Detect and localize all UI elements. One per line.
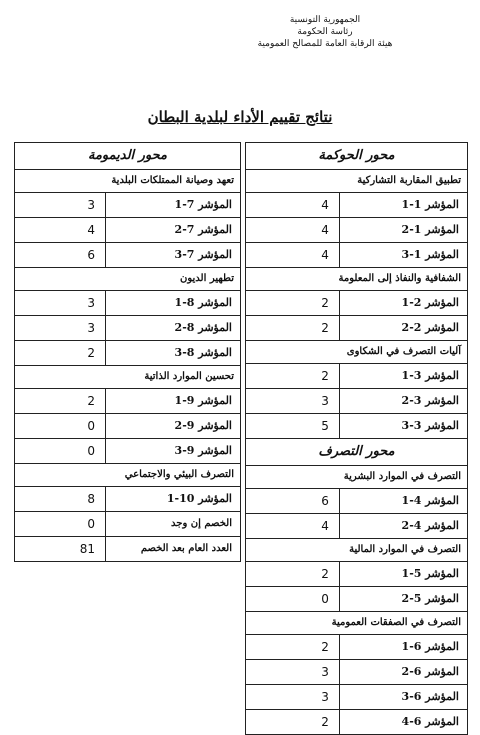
indicator-label: المؤشر 9-2 [105,414,240,438]
table-row [246,685,467,710]
axis-heading-governance: محور الحوكمة [246,143,467,170]
table-row [246,291,467,316]
indicator-score: 3 [321,690,329,704]
indicator-score: 0 [87,444,95,458]
deduction-label: الخصم إن وجد [105,512,240,536]
table-row [15,487,240,512]
indicator-label: المؤشر 10-1 [105,487,240,511]
indicator-score: 4 [321,223,329,237]
indicator-label: المؤشر 1-3 [339,243,467,267]
table-row [246,414,467,439]
indicator-score: 3 [321,394,329,408]
table-row [246,514,467,539]
section-heading: الشفافية والنفاذ إلى المعلومة [246,268,467,291]
indicator-score: 2 [321,296,329,310]
indicator-score: 2 [321,640,329,654]
table-row [15,389,240,414]
section-heading: تحسين الموارد الذاتية [15,366,240,389]
indicator-label: المؤشر 3-1 [339,364,467,388]
total-label: العدد العام بعد الخصم [105,537,240,561]
table-row [15,193,240,218]
section-heading: التصرف في الصفقات العمومية [246,612,467,635]
indicator-score: 0 [87,419,95,433]
indicator-score: 0 [321,592,329,606]
indicator-score: 4 [87,223,95,237]
indicator-label: المؤشر 9-1 [105,389,240,413]
indicator-score: 2 [321,369,329,383]
indicator-label: المؤشر 3-3 [339,414,467,438]
indicator-label: المؤشر 7-3 [105,243,240,267]
section-heading: تعهد وصيانة الممتلكات البلدية [15,170,240,193]
table-row [246,243,467,268]
table-row [246,660,467,685]
table-row [246,562,467,587]
indicator-score: 3 [321,665,329,679]
indicator-label: المؤشر 3-2 [339,389,467,413]
right-results-table [245,142,468,735]
section-heading: آليات التصرف في الشكاوى [246,341,467,364]
deduction-row [15,512,240,537]
table-row [246,635,467,660]
indicator-score: 8 [87,492,95,506]
table-row [15,291,240,316]
table-row [15,439,240,464]
indicator-label: المؤشر 5-1 [339,562,467,586]
indicator-score: 2 [321,715,329,729]
table-row [246,364,467,389]
indicator-score: 5 [321,419,329,433]
indicator-score: 4 [321,198,329,212]
header-republic: الجمهورية التونسية [289,15,361,25]
indicator-label: المؤشر 4-1 [339,489,467,513]
indicator-label: المؤشر 5-2 [339,587,467,611]
indicator-label: المؤشر 7-2 [105,218,240,242]
indicator-label: المؤشر 2-2 [339,316,467,340]
indicator-score: 4 [321,519,329,533]
deduction-value: 0 [87,517,95,531]
header-presidency: رئاسة الحكومة [297,27,353,37]
indicator-label: المؤشر 6-1 [339,635,467,659]
indicator-label: المؤشر 7-1 [105,193,240,217]
axis-heading-management: محور التصرف [246,439,467,466]
indicator-label: المؤشر 8-1 [105,291,240,315]
indicator-label: المؤشر 1-1 [339,193,467,217]
total-value: 81 [79,542,95,556]
indicator-score: 2 [321,321,329,335]
section-heading: التصرف البيئي والاجتماعي [15,464,240,487]
table-row [246,587,467,612]
left-results-table [14,142,241,562]
total-row [15,537,240,561]
indicator-score: 4 [321,248,329,262]
indicator-score: 3 [87,198,95,212]
table-row [15,218,240,243]
indicator-label: المؤشر 6-3 [339,685,467,709]
indicator-score: 3 [87,296,95,310]
indicator-score: 2 [87,394,95,408]
indicator-score: 2 [321,567,329,581]
table-row [246,710,467,734]
table-row [15,243,240,268]
indicator-score: 2 [87,346,95,360]
indicator-label: المؤشر 2-1 [339,291,467,315]
document-header [225,14,425,50]
table-row [246,389,467,414]
indicator-score: 6 [87,248,95,262]
indicator-label: المؤشر 6-2 [339,660,467,684]
section-heading: تطهير الديون [15,268,240,291]
section-heading: التصرف في الموارد البشرية [246,466,467,489]
indicator-label: المؤشر 8-3 [105,341,240,365]
section-heading: تطبيق المقاربة التشاركية [246,170,467,193]
table-row [246,218,467,243]
indicator-label: المؤشر 6-4 [339,710,467,734]
axis-heading-sustainability: محور الديمومة [15,143,240,170]
table-row [15,341,240,366]
table-row [15,316,240,341]
indicator-score: 3 [87,321,95,335]
indicator-label: المؤشر 1-2 [339,218,467,242]
indicator-label: المؤشر 4-2 [339,514,467,538]
table-row [15,414,240,439]
table-row [246,193,467,218]
page-title: نتائج تقييم الأداء لبلدية البطان [147,108,333,126]
indicator-label: المؤشر 8-2 [105,316,240,340]
table-row [246,489,467,514]
indicator-label: المؤشر 9-3 [105,439,240,463]
table-row [246,316,467,341]
indicator-score: 6 [321,494,329,508]
header-authority: هيئة الرقابة العامة للمصالح العمومية [257,39,393,49]
section-heading: التصرف في الموارد المالية [246,539,467,562]
